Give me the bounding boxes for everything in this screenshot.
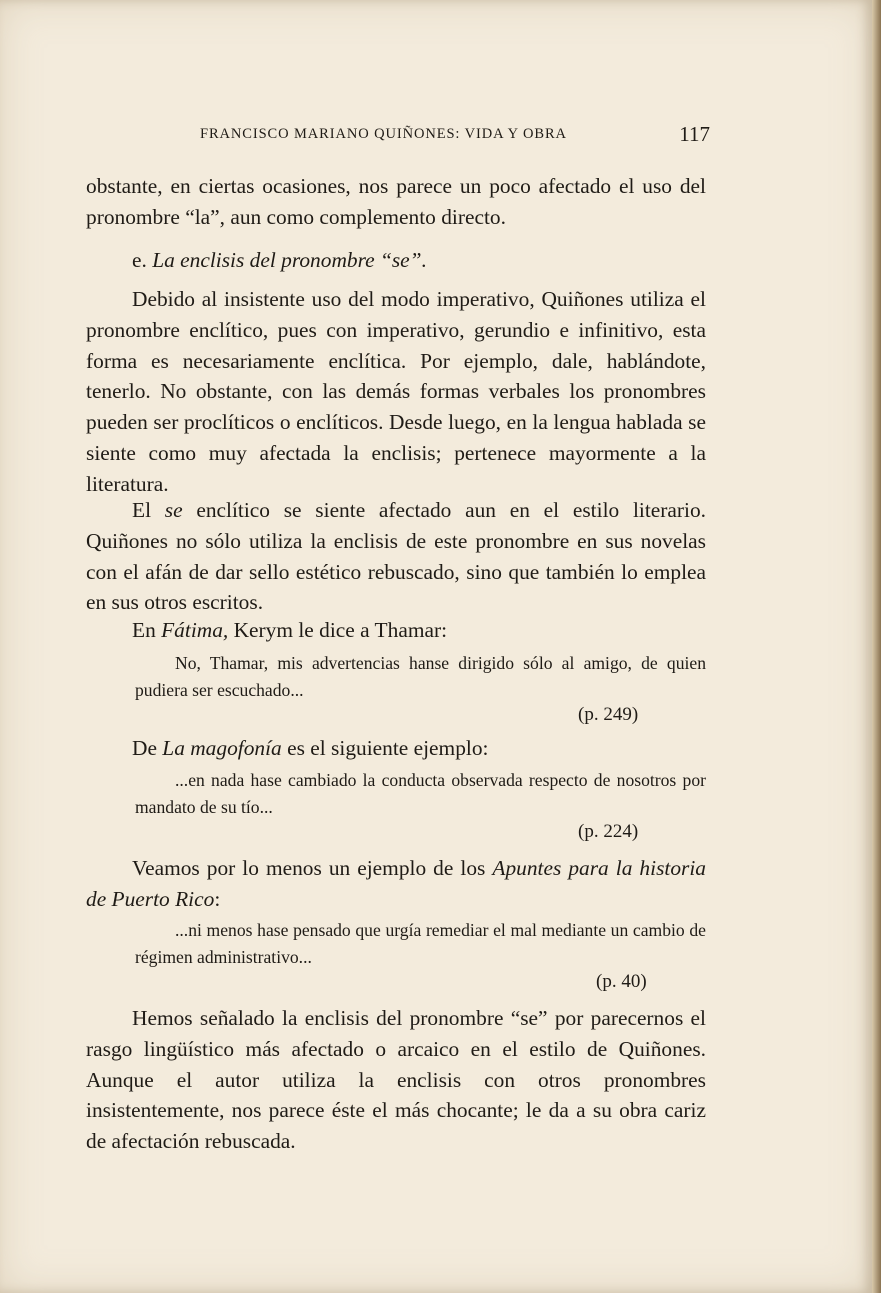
text-run: Kerym le dice a Thamar: (228, 618, 448, 642)
block-quote-1 (135, 650, 706, 704)
block-quote-2 (135, 767, 706, 821)
subheading-letter: e. (132, 248, 153, 272)
paragraph-closing (86, 1003, 706, 1157)
paragraph-text (86, 853, 706, 915)
text-run: : (214, 886, 221, 911)
book-title: La magofonía (162, 736, 282, 760)
text-run: Veamos por lo menos un ejemplo de los (132, 856, 493, 880)
page-header (200, 122, 710, 146)
quote-text: No, Thamar, mis advertencias hanse dirigido sólo al amigo, de quien pudiera ser escuchado... (135, 653, 706, 700)
quote-text: ...en nada hase cambiado la conducta observada respecto de nosotros por mandato de su tío... (135, 770, 706, 817)
text-run: es el siguiente ejemplo: (281, 736, 489, 760)
paragraph-magofonia (86, 733, 706, 764)
paragraph-text (86, 615, 706, 646)
page-edge-shadow (872, 0, 881, 1293)
section-subheading (132, 248, 427, 273)
paragraph-opening (86, 171, 706, 233)
paragraph-text (86, 495, 706, 618)
paragraph-el-se (86, 495, 706, 618)
running-head: FRANCISCO MARIANO QUIÑONES: VIDA Y OBRA (200, 126, 567, 142)
paragraph-apuntes (86, 853, 706, 915)
subheading-title: La enclisis del pronombre “se”. (152, 248, 427, 272)
page-number: 117 (679, 122, 710, 146)
paragraph-fatima (86, 615, 706, 646)
paragraph-debido (86, 284, 706, 500)
citation-1: (p. 249) (578, 704, 639, 725)
paragraph-text (86, 733, 706, 764)
paragraph-text: obstante, en ciertas ocasiones, nos parece un poco afectado el uso del pronombre “la”, aun como complemento directo. (86, 174, 706, 229)
text-run: El (132, 498, 165, 522)
book-title: Fátima, (161, 618, 229, 642)
italic-term: se (164, 498, 183, 522)
citation-3: (p. 40) (596, 971, 647, 992)
text-run: En (132, 618, 162, 642)
quote-text: ...ni menos hase pensado que urgía remediar el mal mediante un cambio de régimen administrativo... (135, 920, 706, 967)
paragraph-text: Debido al insistente uso del modo imperativo, Quiñones utiliza el pronombre enclítico, pues con imperativo, gerundio e infinitivo, esta forma es necesariamente enclítica. Por ejemplo, dale, hablándote, tenerlo. No obstante, con las demás formas verbales los pronombres pueden ser proclíticos o enclíticos. Desde luego, en la lengua hablada se siente como muy afectada la enclisis; pertenece mayormente a la literatura. (86, 287, 706, 496)
paragraph-text: Hemos señalado la enclisis del pronombre “se” por parecernos el rasgo lingüístico más afectado o arcaico en el estilo de Quiñones. Aunque el autor utiliza la enclisis con otros pronombres insistentemente, nos parece éste el más chocante; le da a su obra cariz de afectación rebuscada. (86, 1006, 706, 1154)
text-run: De (132, 736, 163, 760)
book-title: Apuntes para la historia de Puerto Rico (86, 856, 706, 911)
block-quote-3 (135, 917, 706, 971)
citation-2: (p. 224) (578, 821, 639, 842)
text-run: enclítico se siente afectado aun en el estilo literario. Quiñones no sólo utiliza la enclisis de este pronombre en sus novelas con el afán de dar sello estético rebuscado, sino que también lo emplea en sus otros escritos. (86, 498, 707, 615)
